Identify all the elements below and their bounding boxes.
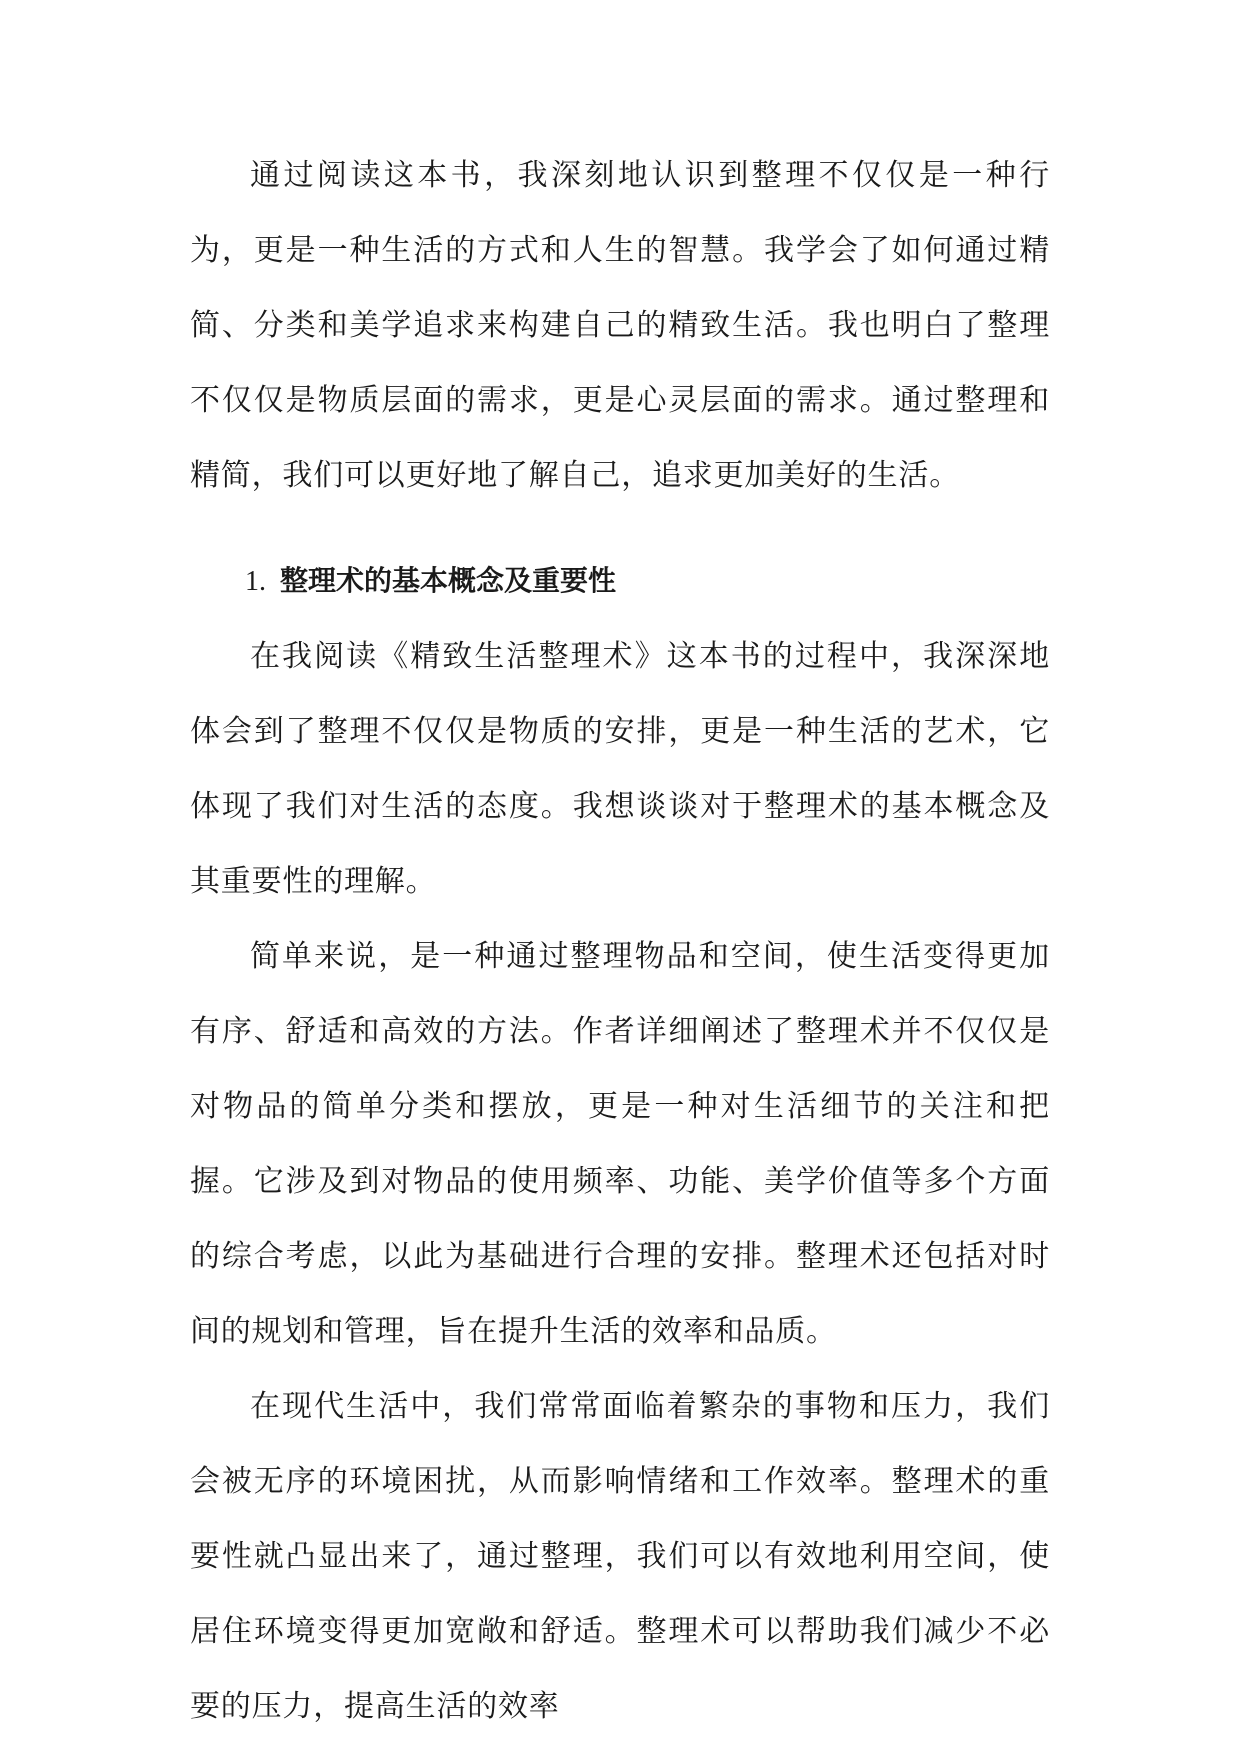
body-paragraph-1: 在我阅读《精致生活整理术》这本书的过程中，我深深地体会到了整理不仅仅是物质的安排，更是一种生活的艺术，它体现了我们对生活的态度。我想谈谈对于整理术的基本概念及其重要性的理解。	[190, 639, 1050, 899]
section-number: 1.	[245, 566, 266, 597]
document-page	[190, 138, 1050, 1744]
intro-paragraph: 通过阅读这本书，我深刻地认识到整理不仅仅是一种行为，更是一种生活的方式和人生的智慧。我学会了如何通过精简、分类和美学追求来构建自己的精致生活。我也明白了整理不仅仅是物质层面的需求，更是心灵层面的需求。通过整理和精简，我们可以更好地了解自己，追求更加美好的生活。	[190, 158, 1050, 493]
section-title: 整理术的基本概念及重要性	[280, 564, 617, 597]
section-heading	[190, 543, 1050, 619]
body-paragraph-3: 在现代生活中，我们常常面临着繁杂的事物和压力，我们会被无序的环境困扰，从而影响情绪和工作效率。整理术的重要性就凸显出来了，通过整理，我们可以有效地利用空间，使居住环境变得更加宽敞和舒适。整理术可以帮助我们减少不必要的压力，提高生活的效率	[190, 1389, 1050, 1724]
body-paragraph-2: 简单来说，是一种通过整理物品和空间，使生活变得更加有序、舒适和高效的方法。作者详细阐述了整理术并不仅仅是对物品的简单分类和摆放，更是一种对生活细节的关注和把握。它涉及到对物品的使用频率、功能、美学价值等多个方面的综合考虑，以此为基础进行合理的安排。整理术还包括对时间的规划和管理，旨在提升生活的效率和品质。	[190, 939, 1050, 1349]
spacer	[190, 513, 1050, 543]
